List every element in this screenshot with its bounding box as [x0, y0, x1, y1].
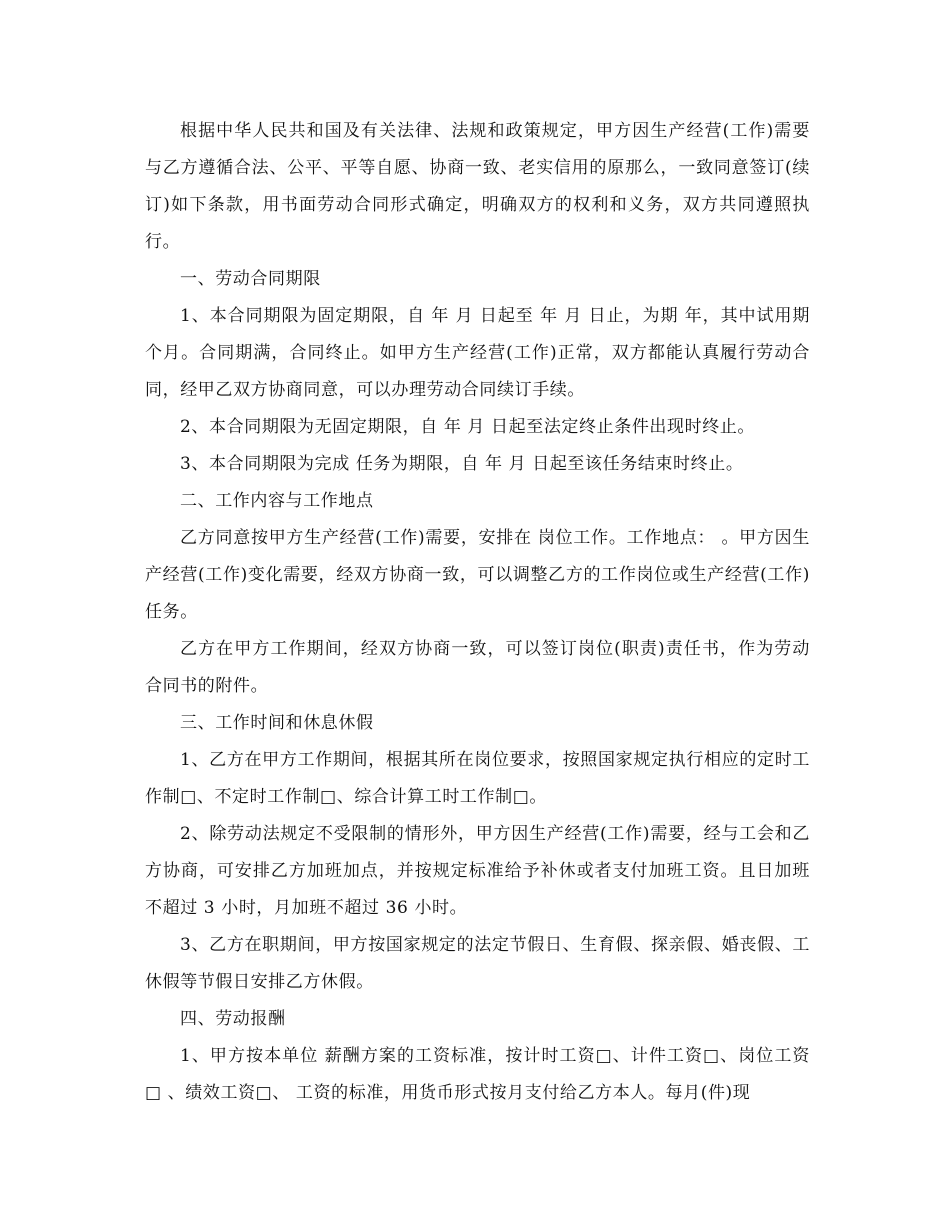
hours-paragraph-1: 1、乙方在甲方工作期间，根据其所在岗位要求，按照国家规定执行相应的定时工作制□、不定时工作制□、综合计算工时工作制□。	[145, 750, 810, 807]
pay-paragraph-1: 1、甲方按本单位 薪酬方案的工资标准，按计时工资□、计件工资□、岗位工资□ 、绩效工资□、 工资的标准，用货币形式按月支付给乙方本人。每月(件)现	[145, 1046, 810, 1103]
work-paragraph-2: 乙方在甲方工作期间，经双方协商一致，可以签订岗位(职责)责任书，作为劳动合同书的附件。	[145, 639, 810, 696]
section-heading-hours: 三、工作时间和休息休假	[180, 713, 374, 733]
section-heading-pay: 四、劳动报酬	[180, 1009, 286, 1029]
term-paragraph-3: 3、本合同期限为完成 任务为期限，自 年 月 日起至该任务结束时终止。	[180, 454, 744, 474]
section-heading-work: 二、工作内容与工作地点	[180, 491, 374, 511]
work-paragraph-1: 乙方同意按甲方生产经营(工作)需要，安排在 岗位工作。工作地点： 。甲方因生产经营(工作)变化需要，经双方协商一致，可以调整乙方的工作岗位或生产经营(工作)任务。	[145, 528, 810, 622]
term-paragraph-1: 1、本合同期限为固定期限，自 年 月 日起至 年 月 日止，为期 年，其中试用期 个月。合同期满，合同终止。如甲方生产经营(工作)正常，双方都能认真履行劳动合同，经甲乙双方协商同意，可以办理劳动合同续订手续。	[145, 306, 810, 400]
intro-paragraph: 根据中华人民共和国及有关法律、法规和政策规定，甲方因生产经营(工作)需要与乙方遵循合法、公平、平等自愿、协商一致、老实信用的原那么，一致同意签订(续订)如下条款，用书面劳动合同形式确定，明确双方的权利和义务，双方共同遵照执行。	[145, 121, 810, 252]
hours-paragraph-3: 3、乙方在职期间，甲方按国家规定的法定节假日、生育假、探亲假、婚丧假、工休假等节假日安排乙方休假。	[145, 935, 810, 992]
hours-paragraph-2: 2、除劳动法规定不受限制的情形外，甲方因生产经营(工作)需要，经与工会和乙方协商，可安排乙方加班加点，并按规定标准给予补休或者支付加班工资。且日加班不超过 3 小时，月加班不超过 36 小时。	[145, 824, 810, 918]
section-heading-term: 一、劳动合同期限	[180, 269, 321, 289]
term-paragraph-2: 2、本合同期限为无固定期限，自 年 月 日起至法定终止条件出现时终止。	[180, 417, 756, 437]
